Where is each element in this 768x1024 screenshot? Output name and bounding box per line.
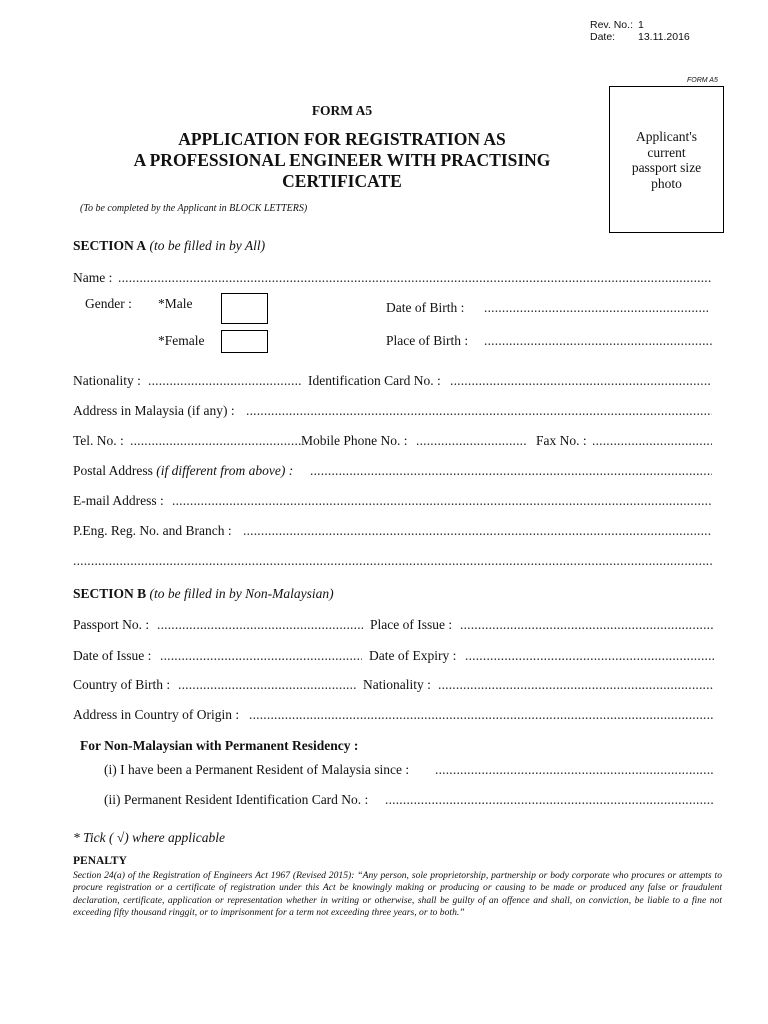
nationality-b-label: Nationality : [363,677,431,692]
pob-field[interactable] [484,333,712,349]
fax-label: Fax No. : [536,433,587,448]
tel-field[interactable] [130,433,301,449]
tick-note: * Tick ( √) where applicable [73,830,226,845]
address-malaysia-label: Address in Malaysia (if any) : [73,403,235,418]
penalty-text: Section 24(a) of the Registration of Engineers Act 1967 (Revised 2015): “Any person, sole proprietorship, partnership or body corporate who procures or attempts to procure registration or a certificate of registration under this Act be knowingly making or producing or causing to be made or produced any false or fraudulent declaration, certificate, application or representation whether in writing or otherwise, shall be guilty of an offence and shall, on conviction, be liable to a fine not exceeding fifty thousand ringgit, or to imprisonment for a term not exceeding three years, or to both.” [73,870,722,919]
address-origin-field[interactable] [249,707,714,723]
block-letters-note: (To be completed by the Applicant in BLOCK LETTERS) [80,203,308,214]
ic-field[interactable] [450,373,710,389]
address-malaysia-field[interactable] [246,403,712,419]
page-title-line2: A PROFESSIONAL ENGINEER WITH PRACTISING [133,150,551,170]
date-value: 13.11.2016 [638,31,690,43]
pr-heading: For Non-Malaysian with Permanent Residency : [80,738,359,753]
peng-label: P.Eng. Reg. No. and Branch : [73,523,232,538]
rev-value: 1 [638,19,644,31]
mobile-label: Mobile Phone No. : [301,433,408,448]
female-label: *Female [158,333,205,348]
nationality-label: Nationality : [73,373,141,388]
date-issue-field[interactable] [160,648,362,664]
date-expiry-label: Date of Expiry : [369,648,457,663]
form-tag: FORM A5 [687,77,718,84]
date-issue-label: Date of Issue : [73,648,152,663]
name-field[interactable] [118,270,712,286]
dob-label: Date of Birth : [386,300,465,315]
pob-label: Place of Birth : [386,333,469,348]
photo-text-line: Applicant's [636,129,697,144]
date-expiry-field[interactable] [465,648,714,664]
section-b-note: (to be filled in by Non-Malaysian) [149,586,334,601]
pr-ic-field[interactable] [385,792,714,808]
nationality-field[interactable] [148,373,301,389]
mobile-field[interactable] [416,433,527,449]
country-birth-label: Country of Birth : [73,677,171,692]
male-checkbox[interactable] [221,293,268,324]
place-issue-label: Place of Issue : [370,617,453,632]
fax-field[interactable] [592,433,712,449]
country-birth-field[interactable] [178,677,356,693]
postal-address-label [73,463,293,479]
pr-since-field[interactable] [435,762,714,778]
nationality-b-field[interactable] [438,677,714,693]
ic-label: Identification Card No. : [308,373,441,388]
pr-since-label: (i) I have been a Permanent Resident of Malaysia since : [104,762,410,777]
page-title-line3: CERTIFICATE [282,171,402,191]
section-a-heading [73,238,265,254]
male-label: *Male [158,296,193,311]
name-label: Name : [73,270,113,285]
form-number: FORM A5 [311,103,373,118]
tel-label: Tel. No. : [73,433,124,448]
photo-text-line: current [647,144,686,160]
pr-ic-label: (ii) Permanent Resident Identification Card No. : [104,792,369,807]
photo-text-line: passport size [631,160,702,175]
section-b-heading [73,586,334,602]
date-label: Date: [590,31,616,43]
section-b-title: SECTION B [73,586,147,601]
postal-label-note: (if different from above) : [156,463,294,478]
email-label: E-mail Address : [73,493,164,508]
postal-address-field[interactable] [310,463,712,479]
address-origin-label: Address in Country of Origin : [73,707,240,722]
photo-text-line: photo [651,175,682,191]
peng-field[interactable] [243,523,712,539]
dob-field[interactable] [484,300,708,316]
postal-label-text: Postal Address [73,463,153,478]
rev-label: Rev. No.: [590,19,633,31]
gender-label: Gender : [85,296,132,311]
section-a-title: SECTION A [73,238,147,253]
section-a-note: (to be filled in by All) [149,238,266,253]
female-checkbox[interactable] [221,330,268,353]
passport-label: Passport No. : [73,617,150,632]
email-field[interactable] [172,493,712,509]
place-issue-field[interactable] [460,617,714,633]
peng-field-continuation[interactable] [73,553,712,569]
page-title-line1: APPLICATION FOR REGISTRATION AS [178,129,506,149]
passport-field[interactable] [157,617,363,633]
penalty-heading: PENALTY [73,855,127,867]
